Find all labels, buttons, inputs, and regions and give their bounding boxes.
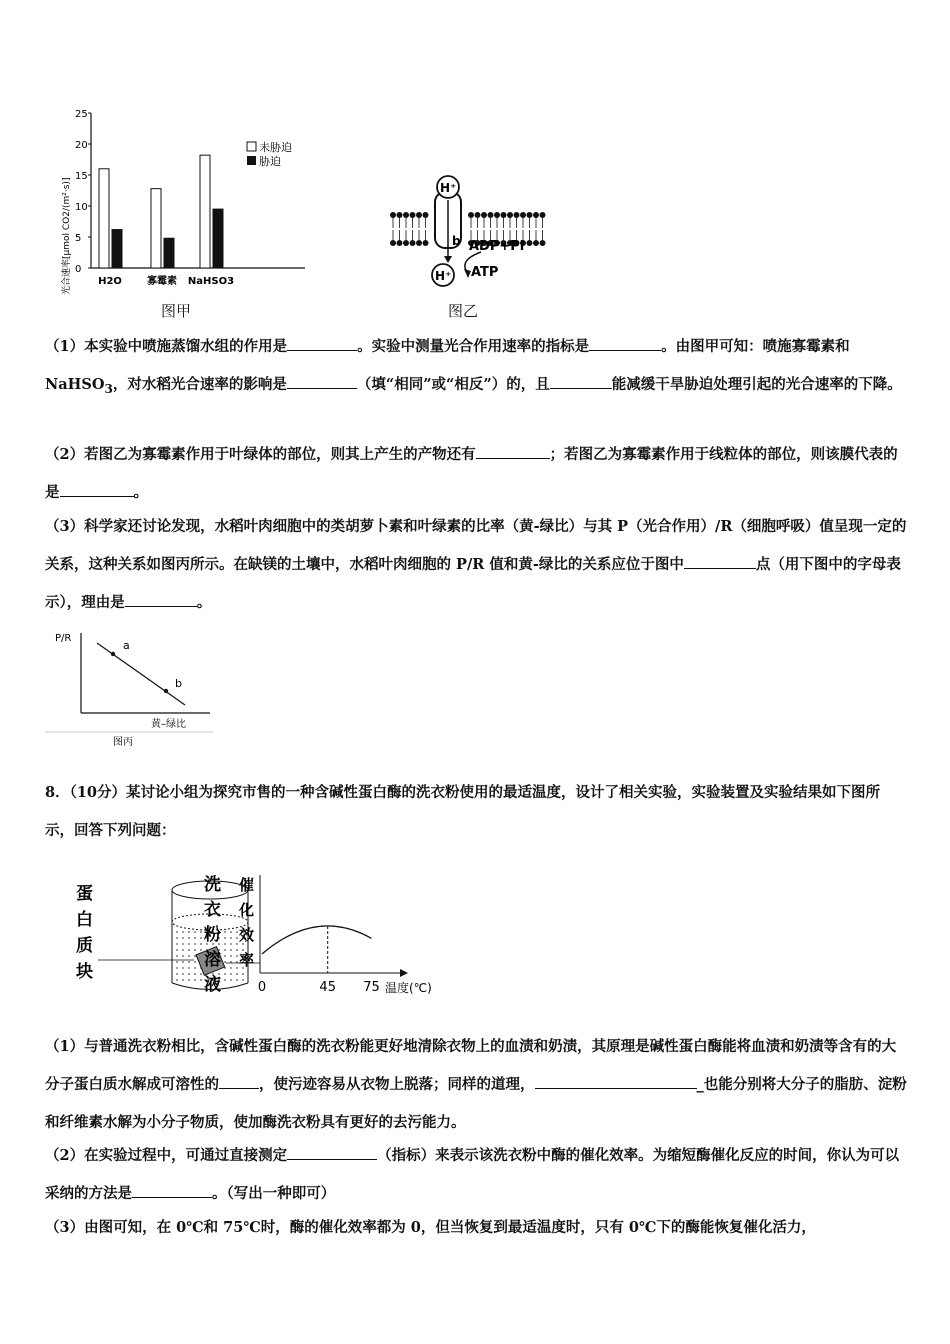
proton-bottom-label: H⁺ <box>435 269 452 283</box>
q8-part3 <box>45 1209 907 1247</box>
chart-legend <box>247 140 292 168</box>
solution-dot <box>230 967 232 969</box>
bar-chart-jia <box>55 105 325 295</box>
lipid-head <box>527 240 533 246</box>
q8-p3-text: （3）由图可知，在 0℃和 75℃时，酶的催化效率都为 0，但当恢复到最适温度时，只有 0℃下的酶能恢复催化活力， <box>45 1219 816 1236</box>
solution-dot <box>188 955 190 957</box>
chart-ylabel: 光合速率[μmol CO2/(m²·s)] <box>62 177 72 295</box>
legend-swatch-open <box>247 142 256 151</box>
product-label: ATP <box>471 265 499 280</box>
solution-dot <box>242 973 244 975</box>
vertical-label-char: 衣 <box>204 900 221 920</box>
solution-dot <box>188 973 190 975</box>
solution-dot <box>224 949 226 951</box>
y-axis-label-char: 率 <box>239 951 255 969</box>
y-tick-label: 20 <box>75 140 88 151</box>
q7-p2-text-b: ；若图乙为寡霉素作用于线粒体的部位，则该膜代表的是 <box>45 446 898 501</box>
answer-blank[interactable] <box>589 336 661 352</box>
lipid-head <box>514 212 520 218</box>
solution-dot <box>182 979 184 981</box>
answer-blank[interactable] <box>60 482 134 498</box>
solution-dot <box>242 979 244 981</box>
vertical-label-char: 蛋 <box>76 884 93 904</box>
point-b <box>164 689 168 693</box>
bar-unstressed <box>99 169 109 268</box>
solution-dot <box>176 931 178 933</box>
solution-dot <box>182 955 184 957</box>
vertical-label-char: 白 <box>76 910 93 930</box>
q7-part2 <box>45 436 907 512</box>
q7-p1-text-b: 。实验中测量光合作用速率的指标是 <box>357 338 590 355</box>
solution-dot <box>194 979 196 981</box>
y-tick-label: 10 <box>75 202 88 213</box>
trend-line <box>97 643 185 705</box>
proton-top-label: H⁺ <box>440 181 457 195</box>
q7-p1-subscript: 3 <box>104 381 113 396</box>
solution-dot <box>176 961 178 963</box>
solution-dot <box>194 943 196 945</box>
q8-intro <box>45 774 907 850</box>
point-a-label: a <box>123 639 130 652</box>
solution-dot <box>230 931 232 933</box>
q7-part1 <box>45 328 907 408</box>
q8-p2-text-c: 。（写出一种即可） <box>212 1185 336 1202</box>
x-category-label: 寡霉素 <box>147 276 177 287</box>
solution-dot <box>182 973 184 975</box>
lipid-head <box>423 212 429 218</box>
y-tick-label: 0 <box>75 264 82 275</box>
solution-dot <box>230 973 232 975</box>
caption-jia: 图甲 <box>161 302 192 320</box>
lipid-head <box>475 212 481 218</box>
lipid-head <box>533 240 539 246</box>
lipid-head <box>540 240 546 246</box>
solution-dot <box>236 973 238 975</box>
proton-flow-arrowhead <box>444 256 452 263</box>
q7-p1-text-c: 。由图甲可知：喷施寡霉素和NaHSO <box>45 338 850 393</box>
vertical-label-char: 洗 <box>204 875 221 895</box>
solution-dot <box>230 979 232 981</box>
x-tick-label: 0 <box>257 980 267 995</box>
solution-dot <box>194 949 196 951</box>
lipid-head <box>501 212 507 218</box>
solution-dot <box>200 937 202 939</box>
q8-p2-text-a: （2）在实验过程中，可通过直接测定 <box>45 1147 288 1164</box>
legend-label-filled: 胁迫 <box>259 155 281 168</box>
legend-label-open: 未胁迫 <box>259 141 292 154</box>
solution-dot <box>224 931 226 933</box>
caption-bing: 图丙 <box>113 737 133 748</box>
y-axis-label-char: 效 <box>239 926 255 944</box>
vertical-label-char: 粉 <box>204 925 221 945</box>
reactant-label: ADP+Pi <box>469 239 525 254</box>
bar-stressed <box>164 238 174 268</box>
lipid-head <box>488 212 494 218</box>
lipid-head <box>403 240 409 246</box>
solution-dot <box>188 931 190 933</box>
q8-p1-text-b: ，使污迹容易从衣物上脱落；同样的道理， <box>259 1076 535 1093</box>
answer-blank[interactable] <box>550 374 612 390</box>
protein-label-b: b <box>452 234 461 248</box>
lipid-head <box>390 240 396 246</box>
lipid-head <box>520 212 526 218</box>
vertical-label-char: 质 <box>76 936 93 956</box>
x-axis-label-ratio: 黄–绿比 <box>151 719 186 730</box>
solution-dot <box>224 943 226 945</box>
solution-dot <box>230 949 232 951</box>
solution-dot <box>188 949 190 951</box>
answer-blank[interactable] <box>125 592 197 608</box>
atp-synthesis-arrowhead <box>464 269 471 278</box>
solution-dot <box>194 973 196 975</box>
q8-p1-text-c: _也能分别将大分子的脂肪、淀粉和纤维素水解为小分子物质，使加酶洗衣粉具有更好的去污能力。 <box>45 1076 907 1131</box>
q7-p1-text-f: 能减缓干旱胁迫处理引起的光合速率的下降。 <box>611 376 902 393</box>
solution-dot <box>188 967 190 969</box>
q8-intro-text: 8．（10分）某讨论小组为探究市售的一种含碱性蛋白酶的洗衣粉使用的最适温度，设计了相关实验，实验装置及实验结果如下图所示，回答下列问题： <box>45 784 881 839</box>
answer-blank[interactable] <box>684 554 756 570</box>
enzyme-experiment-figure <box>70 870 460 1000</box>
q7-p1-text-d: ，对水稻光合速率的影响是 <box>112 376 287 393</box>
q7-part3 <box>45 508 907 622</box>
solution-dot <box>182 967 184 969</box>
chart-xlabel: 温度(℃) <box>385 981 432 995</box>
bar-stressed <box>213 209 223 268</box>
q7-p1-text-e: （填“相同”或“相反”）的，且 <box>356 376 550 393</box>
lipid-head <box>423 240 429 246</box>
y-tick-label: 5 <box>75 233 82 244</box>
q8-p1-text-a: （1）与普通洗衣粉相比，含碱性蛋白酶的洗衣粉能更好地清除衣物上的血渍和奶渍，其原理是碱性蛋白酶能将血渍和奶渍等含有的大分子蛋白质水解成可溶性的 <box>45 1038 897 1093</box>
solution-dot <box>236 931 238 933</box>
x-tick-label: 45 <box>319 980 336 995</box>
answer-blank[interactable] <box>219 1074 259 1090</box>
solution-dot <box>230 955 232 957</box>
solution-dot <box>176 973 178 975</box>
solution-dot <box>194 961 196 963</box>
vertical-label-char: 块 <box>76 962 93 982</box>
lipid-head <box>410 240 416 246</box>
solution-dot <box>176 949 178 951</box>
q7-p2-text-c: 。 <box>133 484 148 501</box>
legend-swatch-filled <box>247 156 256 165</box>
y-axis-label-char: 催 <box>239 876 255 894</box>
solution-dot <box>200 931 202 933</box>
solution-dot <box>200 943 202 945</box>
solution-dot <box>224 979 226 981</box>
solution-dot <box>194 931 196 933</box>
lipid-head <box>397 240 403 246</box>
bar-unstressed <box>200 155 210 268</box>
solution-dot <box>236 955 238 957</box>
lipid-head <box>468 212 474 218</box>
answer-blank[interactable] <box>132 1183 212 1199</box>
solution-dot <box>182 961 184 963</box>
solution-dot <box>188 937 190 939</box>
x-category-label: H2O <box>98 276 122 287</box>
solution-dot <box>182 937 184 939</box>
solution-dot <box>176 955 178 957</box>
solution-dot <box>236 937 238 939</box>
q7-p3-text-a: （3）科学家还讨论发现，水稻叶肉细胞中的类胡萝卜素和叶绿素的比率（黄-绿比）与其 P（光合作用）/R（细胞呼吸）值呈现一定的关系，这种关系如图丙所示。在缺镁的土壤中，水稻叶肉细胞的 P/R 值和黄-绿比的关系应位于图中 <box>45 518 907 573</box>
x-tick-label: 75 <box>363 980 380 995</box>
q8-p2-text-b: （指标）来表示该洗衣粉中酶的催化效率。为缩短酶催化反应的时间，你认为可以采纳的方法是 <box>45 1147 900 1202</box>
solution-dot <box>188 979 190 981</box>
solution-dot <box>176 943 178 945</box>
solution-dot <box>200 973 202 975</box>
solution-dot <box>224 955 226 957</box>
solution-dot <box>182 943 184 945</box>
lipid-head <box>416 240 422 246</box>
q7-p3-text-b: 点（用下图中的字母表示），理由是 <box>45 556 901 611</box>
solution-dot <box>176 967 178 969</box>
solution-dot <box>236 943 238 945</box>
bar-unstressed <box>151 189 161 268</box>
vertical-label-char: 溶 <box>204 950 221 970</box>
solution-dot <box>182 949 184 951</box>
membrane-diagram-yi <box>385 170 550 295</box>
y-tick-label: 15 <box>75 171 88 182</box>
answer-blank[interactable] <box>287 336 357 352</box>
lipid-head <box>416 212 422 218</box>
solution-dot <box>194 967 196 969</box>
x-axis-arrowhead <box>400 969 408 977</box>
solution-dot <box>176 937 178 939</box>
point-a <box>111 652 115 656</box>
solution-dot <box>182 931 184 933</box>
answer-blank[interactable] <box>535 1074 697 1090</box>
q8-part2 <box>45 1137 907 1213</box>
answer-blank[interactable] <box>476 444 550 460</box>
q7-p2-text-a: （2）若图乙为寡霉素作用于叶绿体的部位，则其上产生的产物还有 <box>45 446 476 463</box>
q7-p1-text-a: （1）本实验中喷施蒸馏水组的作用是 <box>45 338 288 355</box>
y-tick-label: 25 <box>75 109 88 120</box>
y-axis-label-char: 化 <box>239 901 255 919</box>
lipid-head <box>507 212 513 218</box>
lipid-head <box>540 212 546 218</box>
solution-dot <box>194 955 196 957</box>
solution-dot <box>200 979 202 981</box>
answer-blank[interactable] <box>287 374 357 390</box>
solution-dot <box>236 949 238 951</box>
solution-dot <box>236 979 238 981</box>
bar-stressed <box>112 230 122 268</box>
q8-part1 <box>45 1028 907 1142</box>
x-category-label: NaHSO3 <box>187 276 235 287</box>
lipid-head <box>481 212 487 218</box>
pr-ratio-chart-bing <box>45 625 220 750</box>
vertical-label-char: 液 <box>204 975 221 995</box>
lipid-head <box>390 212 396 218</box>
solution-dot <box>176 979 178 981</box>
solution-dot <box>224 937 226 939</box>
solution-dot <box>194 937 196 939</box>
lipid-head <box>410 212 416 218</box>
solution-dot <box>188 961 190 963</box>
answer-blank[interactable] <box>287 1145 377 1161</box>
efficiency-curve <box>262 926 372 954</box>
q7-p3-text-c: 。 <box>196 594 212 611</box>
solution-dot <box>224 973 226 975</box>
solution-dot <box>236 967 238 969</box>
solution-dot <box>230 937 232 939</box>
lipid-head <box>397 212 403 218</box>
lipid-head <box>403 212 409 218</box>
solution-dot <box>188 943 190 945</box>
solution-dot <box>200 949 202 951</box>
y-axis-label-pr: P/R <box>55 633 72 644</box>
solution-dot <box>230 943 232 945</box>
solution-dot <box>224 961 226 963</box>
lipid-head <box>527 212 533 218</box>
point-b-label: b <box>175 677 182 690</box>
caption-yi: 图乙 <box>448 302 479 320</box>
lipid-head <box>494 212 500 218</box>
lipid-head <box>533 212 539 218</box>
